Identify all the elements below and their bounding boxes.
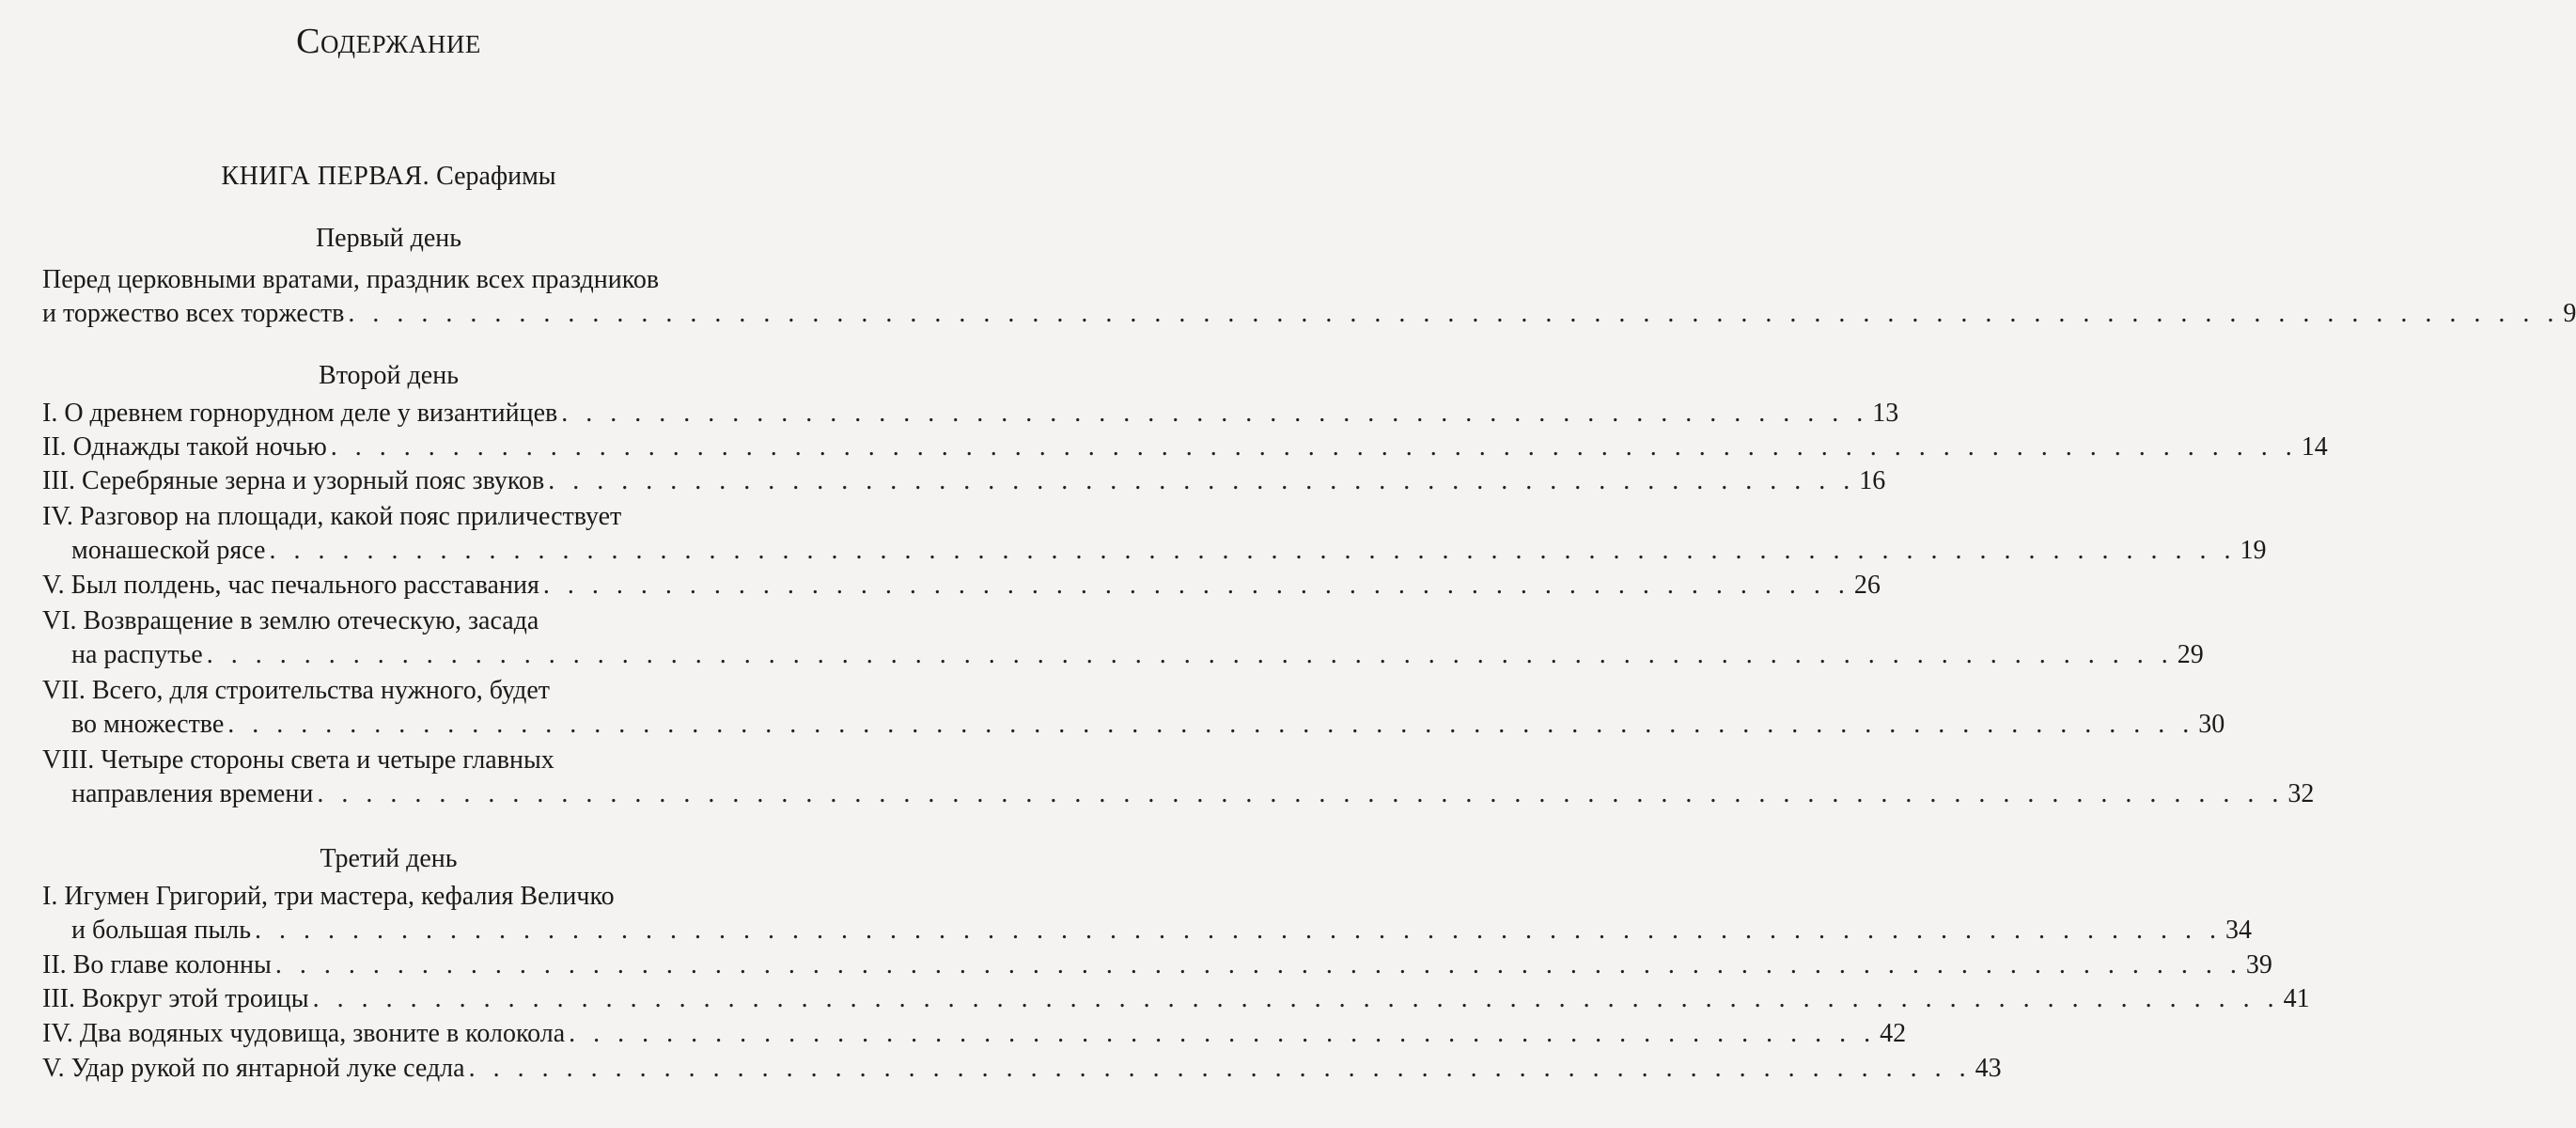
toc-page-number: 9: [2563, 299, 2576, 328]
toc-page-number: 16: [1859, 466, 1886, 495]
toc-page-number: 32: [2287, 779, 2315, 808]
toc-entry-line: VII. Всего, для строительства нужного, будет: [42, 676, 551, 705]
dot-leader: . . . . . . . . . . . . . . . . . . . . . . . . . . . . . . . . . . . . . . . . . . . . . . . . . . . . . . . . . . . . . . . . . . . . . . . . . . . . . . . . .: [227, 710, 2195, 739]
dot-leader: . . . . . . . . . . . . . . . . . . . . . . . . . . . . . . . . . . . . . . . . . . . . . . . . . . . . . . . . . . . . . . . . . . . . . . . . . . . . . . . . . . . . . . . . . . .: [348, 299, 2560, 328]
day-heading-1: Первый день: [315, 224, 462, 253]
toc-page-number: 34: [2225, 916, 2253, 945]
toc-entry-title: во множестве: [71, 710, 225, 739]
toc-page-number: 30: [2198, 710, 2225, 739]
toc-entry-title: III. Вокруг этой троицы: [42, 984, 309, 1013]
toc-entry-title: V. Удар рукой по янтарной луке седла: [42, 1054, 465, 1083]
toc-entry[interactable]: [71, 779, 2315, 809]
dot-leader: . . . . . . . . . . . . . . . . . . . . . . . . . . . . . . . . . . . . . . . . . . . . . . . . . . . . . . . . . . . . . . . . . . . . . . . . . . . . . . . . .: [330, 432, 2298, 462]
toc-entry[interactable]: [42, 1019, 1907, 1049]
toc-page-number: 39: [2245, 950, 2272, 979]
toc-entry-title: V. Был полдень, час печального расставания: [42, 571, 539, 600]
toc-page-number: 19: [2240, 536, 2267, 565]
toc-entry[interactable]: [71, 916, 2253, 946]
toc-page-number: 14: [2301, 432, 2328, 462]
toc-entry-title: II. Во главе колонны: [42, 950, 272, 979]
dot-leader: . . . . . . . . . . . . . . . . . . . . . . . . . . . . . . . . . . . . . . . . . . . . . . . . . . . . . .: [548, 466, 1856, 495]
toc-entry-title: направления времени: [71, 779, 314, 808]
toc-entry[interactable]: [42, 466, 1886, 496]
toc-page-number: 42: [1880, 1019, 1907, 1048]
dot-leader: . . . . . . . . . . . . . . . . . . . . . . . . . . . . . . . . . . . . . . . . . . . . . . . . . . . . . . . . . . . . . . . . . . . . . . . . . . . . . . . . .: [206, 640, 2174, 669]
toc-entry[interactable]: [42, 299, 2576, 329]
toc-entry[interactable]: [71, 710, 2225, 740]
dot-leader: . . . . . . . . . . . . . . . . . . . . . . . . . . . . . . . . . . . . . . . . . . . . . . . . . . . . . .: [569, 1019, 1877, 1048]
toc-entry[interactable]: [71, 640, 2204, 670]
toc-entry-title: на распутье: [71, 640, 203, 669]
toc-page-number: 29: [2177, 640, 2204, 669]
dot-leader: . . . . . . . . . . . . . . . . . . . . . . . . . . . . . . . . . . . . . . . . . . . . . . . . . . . . . . . . . . . . . . . . . . . . . . . . . . . . . . . . .: [312, 984, 2280, 1013]
toc-entry-line: VIII. Четыре стороны света и четыре главных: [42, 745, 554, 775]
day-heading-2: Второй день: [319, 361, 459, 390]
dot-leader: . . . . . . . . . . . . . . . . . . . . . . . . . . . . . . . . . . . . . . . . . . . . . . . . . . . . . .: [561, 399, 1869, 428]
toc-entry-title: и большая пыль: [71, 916, 252, 945]
dot-leader: . . . . . . . . . . . . . . . . . . . . . . . . . . . . . . . . . . . . . . . . . . . . . . . . . . . . . . . . . . . . . . . . . . . . . . . . . . . . . . . . .: [317, 779, 2285, 808]
toc-entry[interactable]: [42, 984, 2310, 1014]
toc-entry-line: IV. Разговор на площади, какой пояс приличествует: [42, 502, 622, 531]
toc-entry-title: монашеской рясе: [71, 536, 266, 565]
toc-entry-line: VI. Возвращение в землю отеческую, засада: [42, 606, 539, 635]
day-heading-3: Третий день: [320, 844, 458, 873]
toc-entry[interactable]: [42, 432, 2328, 462]
toc-entry[interactable]: [71, 536, 2267, 566]
toc-page-number: 43: [1975, 1054, 2002, 1083]
toc-entry[interactable]: [42, 950, 2272, 980]
toc-entry-title: III. Серебряные зерна и узорный пояс звуков: [42, 466, 545, 495]
toc-entry[interactable]: [42, 571, 1881, 601]
toc-entry-title: II. Однажды такой ночью: [42, 432, 327, 462]
dot-leader: . . . . . . . . . . . . . . . . . . . . . . . . . . . . . . . . . . . . . . . . . . . . . . . . . . . . . . . . . . . . . . . . . . . . . . . . . . . . . . . . .: [274, 950, 2242, 979]
book-subtitle: Серафимы: [436, 162, 556, 191]
toc-entry[interactable]: [42, 399, 1899, 429]
page-title: Содержание: [296, 22, 481, 61]
book-heading: [0, 162, 777, 192]
toc-entry[interactable]: [42, 1054, 2002, 1084]
book-name: КНИГА ПЕРВАЯ.: [221, 162, 430, 191]
toc-entry-title: и торжество всех торжеств: [42, 299, 345, 328]
toc-entry-line: I. Игумен Григорий, три мастера, кефалия Величко: [42, 882, 615, 911]
dot-leader: . . . . . . . . . . . . . . . . . . . . . . . . . . . . . . . . . . . . . . . . . . . . . . . . . . . . . .: [542, 571, 1850, 600]
dot-leader: . . . . . . . . . . . . . . . . . . . . . . . . . . . . . . . . . . . . . . . . . . . . . . . . . . . . . . . . . . . . . . . . . . . . . . . . . . . . . . . . .: [255, 916, 2223, 945]
toc-page-number: 26: [1853, 571, 1881, 600]
toc-entry-title: I. О древнем горнорудном деле у византийцев: [42, 399, 558, 428]
dot-leader: . . . . . . . . . . . . . . . . . . . . . . . . . . . . . . . . . . . . . . . . . . . . . . . . . . . . . . . . . . . . . .: [468, 1054, 1972, 1083]
dot-leader: . . . . . . . . . . . . . . . . . . . . . . . . . . . . . . . . . . . . . . . . . . . . . . . . . . . . . . . . . . . . . . . . . . . . . . . . . . . . . . . . .: [269, 536, 2237, 565]
toc-entry-title: IV. Два водяных чудовища, звоните в колокола: [42, 1019, 566, 1048]
toc-page-number: 13: [1872, 399, 1899, 428]
toc-entry-line: Перед церковными вратами, праздник всех праздников: [42, 265, 660, 294]
toc-page-number: 41: [2283, 984, 2310, 1013]
